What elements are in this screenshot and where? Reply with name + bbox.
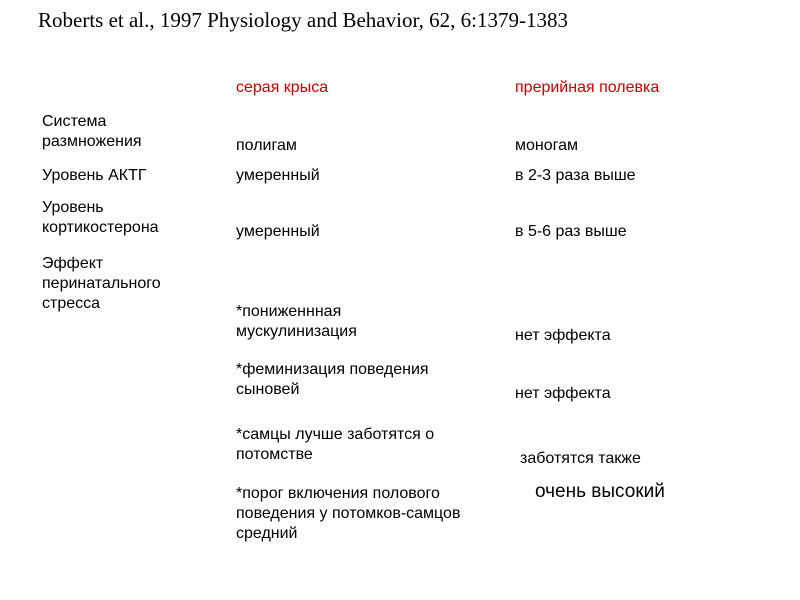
cell-vole-stress-effect-4: очень высокий — [535, 481, 665, 502]
cell-rat-corticosterone: умеренный — [236, 223, 320, 240]
page-title: Roberts et al., 1997 Physiology and Behavior, 62, 6:1379-1383 — [38, 8, 568, 32]
cell-vole-corticosterone: в 5-6 раз выше — [515, 223, 627, 240]
cell-rat-stress-effect-3: *самцы лучше заботятся о потомстве — [236, 426, 435, 463]
cell-vole-stress-effect-3: заботятся также — [520, 450, 641, 467]
cell-vole-acth: в 2-3 раза выше — [515, 167, 636, 184]
cell-rat-acth: умеренный — [236, 167, 320, 184]
cell-rat-stress-effect-2: *феминизация поведения сыновей — [236, 361, 429, 398]
row-label-acth-level: Уровень АКТГ — [42, 167, 147, 184]
row-label-reproduction-system: Система размножения — [42, 113, 142, 150]
cell-vole-reproduction: моногам — [515, 137, 579, 154]
cell-rat-reproduction: полигам — [236, 137, 297, 154]
cell-vole-stress-effect-2: нет эффекта — [515, 385, 611, 402]
row-label-perinatal-stress: Эффект перинатального стресса — [42, 255, 161, 312]
cell-rat-stress-effect-4: *порог включения полового поведения у потомков-самцов средний — [236, 485, 461, 542]
column-header-prairie-vole: прерийная полевка — [515, 79, 660, 96]
column-header-gray-rat: серая крыса — [236, 79, 329, 96]
row-label-corticosterone-level: Уровень кортикостерона — [42, 199, 159, 236]
cell-rat-stress-effect-1: *пониженнная мускулинизация — [236, 303, 357, 340]
cell-vole-stress-effect-1: нет эффекта — [515, 327, 611, 344]
